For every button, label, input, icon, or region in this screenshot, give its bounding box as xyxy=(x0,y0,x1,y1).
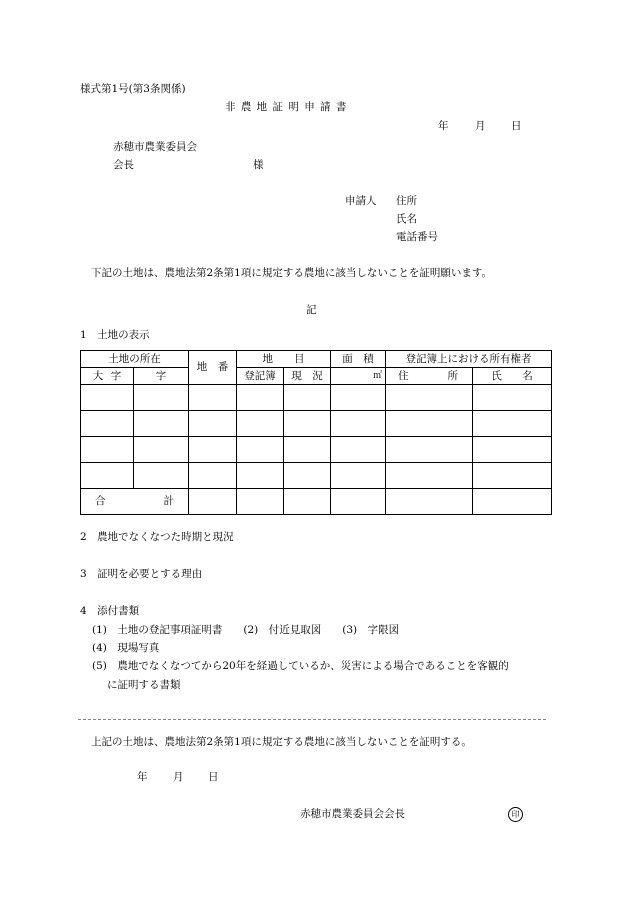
table-row xyxy=(81,437,552,463)
header-genkyou: 現 況 xyxy=(284,368,331,385)
ki-label: 記 xyxy=(306,304,317,316)
section3-heading: 3 証明を必要とする理由 xyxy=(80,568,203,580)
header-m2: ㎡ xyxy=(331,368,386,385)
certifier-name: 赤穂市農業委員会会長 xyxy=(300,808,405,820)
request-text: 下記の土地は、農地法第2条第1項に規定する農地に該当しないことを証明願います。 xyxy=(91,267,493,279)
header-chimoku: 地 目 xyxy=(237,351,331,368)
section2-heading: 2 農地でなくなつた時期と現況 xyxy=(80,531,234,543)
certify-text: 上記の土地は、農地法第2条第1項に規定する農地に該当しないことを証明する。 xyxy=(91,736,472,748)
addressee-honorific: 様 xyxy=(253,159,264,171)
addressee-committee: 赤穂市農業委員会 xyxy=(113,141,197,153)
applicant-phone-label: 電話番号 xyxy=(396,231,438,243)
date-month: 月 xyxy=(475,120,486,132)
addressee-chair: 会長 xyxy=(113,159,134,171)
date-day: 日 xyxy=(511,120,522,132)
applicant-name-label: 氏名 xyxy=(396,213,417,225)
cert-date-month: 月 xyxy=(173,771,184,783)
header-chiban: 地 番 xyxy=(189,351,237,385)
attachment-line-3: (5) 農地でなくなつてから20年を経過しているか、災害による場合であることを客観的 xyxy=(92,660,509,672)
header-shimei: 氏 名 xyxy=(473,368,552,385)
table-row xyxy=(81,411,552,437)
cert-date-day: 日 xyxy=(208,771,219,783)
section1-heading: 1 土地の表示 xyxy=(80,329,150,341)
attachment-line-3b: に証明する書類 xyxy=(107,679,181,691)
land-table xyxy=(80,350,552,515)
cert-date-year: 年 xyxy=(137,771,148,783)
header-location: 土地の所在 xyxy=(81,351,189,368)
seal-mark: 印 xyxy=(508,807,523,822)
cut-line-divider xyxy=(78,719,546,720)
header-touki: 登記簿 xyxy=(237,368,284,385)
date-year: 年 xyxy=(438,120,449,132)
header-menseki: 面 積 xyxy=(331,351,386,368)
total-label: 合 計 xyxy=(81,489,189,515)
header-aza: 字 xyxy=(134,368,189,385)
form-id: 様式第1号(第3条関係) xyxy=(80,83,186,95)
table-row xyxy=(81,463,552,489)
section4-heading: 4 添付書類 xyxy=(80,605,140,617)
header-ooaza: 大 字 xyxy=(81,368,134,385)
document-title: 非 農 地 証 明 申 請 書 xyxy=(225,101,348,113)
attachment-line-1: (1) 土地の登記事項証明書 (2) 付近見取図 (3) 字限図 xyxy=(92,624,400,636)
applicant-label: 申請人 xyxy=(345,195,377,207)
table-row xyxy=(81,385,552,411)
header-jusho: 住 所 xyxy=(386,368,473,385)
applicant-address-label: 住所 xyxy=(396,195,417,207)
total-row xyxy=(81,489,552,515)
header-owner: 登記簿上における所有権者 xyxy=(386,351,552,368)
attachment-line-2: (4) 現場写真 xyxy=(92,642,160,654)
